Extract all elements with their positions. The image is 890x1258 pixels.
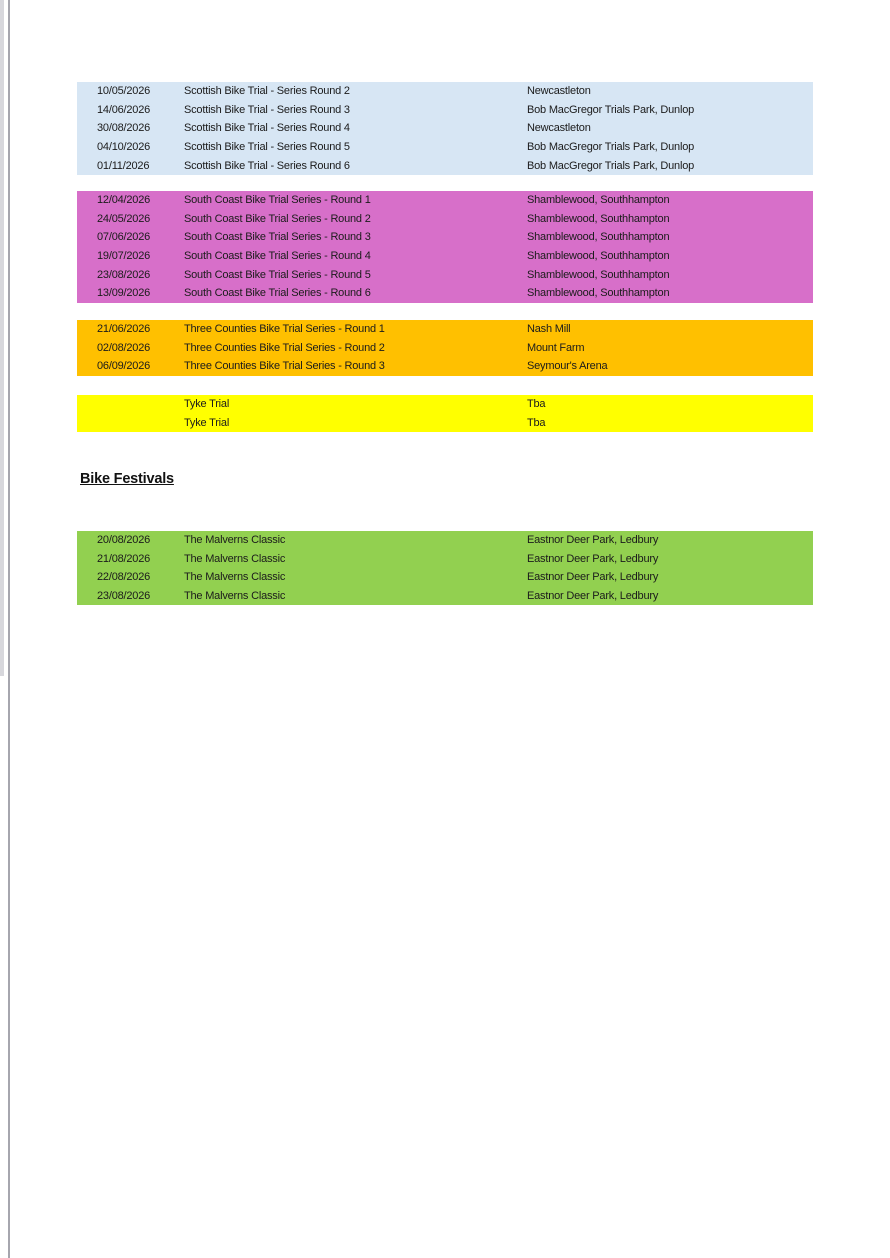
event-cell: Tyke Trial bbox=[184, 398, 230, 411]
table-three-counties-bike-trial-series bbox=[77, 320, 813, 376]
table-row bbox=[77, 138, 813, 157]
date-cell: 07/06/2026 bbox=[97, 231, 151, 244]
table-row bbox=[77, 82, 813, 101]
location-cell: Eastnor Deer Park, Ledbury bbox=[527, 590, 659, 603]
table-row bbox=[77, 414, 813, 433]
date-cell: 22/08/2026 bbox=[97, 571, 151, 584]
location-cell: Bob MacGregor Trials Park, Dunlop bbox=[527, 103, 695, 116]
event-cell: South Coast Bike Trial Series - Round 4 bbox=[184, 250, 371, 263]
location-cell: Eastnor Deer Park, Ledbury bbox=[527, 571, 659, 584]
location-cell: Shamblewood, Southhampton bbox=[527, 268, 670, 281]
table-row bbox=[77, 284, 813, 303]
date-cell: 13/09/2026 bbox=[97, 287, 151, 300]
location-cell: Nash Mill bbox=[527, 323, 571, 336]
event-cell: Scottish Bike Trial - Series Round 6 bbox=[184, 159, 350, 172]
scrollbar-thumb[interactable] bbox=[0, 0, 4, 676]
event-cell: Tyke Trial bbox=[184, 416, 230, 429]
date-cell: 10/05/2026 bbox=[97, 85, 151, 98]
event-cell: The Malverns Classic bbox=[184, 571, 286, 584]
table-row bbox=[77, 210, 813, 229]
location-cell: Bob MacGregor Trials Park, Dunlop bbox=[527, 159, 695, 172]
date-cell: 19/07/2026 bbox=[97, 250, 151, 263]
table-row bbox=[77, 119, 813, 138]
date-cell: 02/08/2026 bbox=[97, 341, 151, 354]
page-edge-line bbox=[8, 0, 10, 1258]
location-cell: Shamblewood, Southhampton bbox=[527, 250, 670, 263]
bike-festivals-heading: Bike Festivals bbox=[80, 471, 174, 487]
table-row bbox=[77, 156, 813, 175]
table-tyke-trial bbox=[77, 395, 813, 432]
date-cell: 23/08/2026 bbox=[97, 590, 151, 603]
date-cell: 23/08/2026 bbox=[97, 268, 151, 281]
event-cell: South Coast Bike Trial Series - Round 3 bbox=[184, 231, 371, 244]
table-row bbox=[77, 357, 813, 376]
table-row bbox=[77, 320, 813, 339]
location-cell: Eastnor Deer Park, Ledbury bbox=[527, 534, 659, 547]
table-row bbox=[77, 568, 813, 587]
location-cell: Shamblewood, Southhampton bbox=[527, 231, 670, 244]
table-scottish-bike-trial-series bbox=[77, 82, 813, 175]
date-cell: 04/10/2026 bbox=[97, 141, 151, 154]
table-row bbox=[77, 550, 813, 569]
event-cell: South Coast Bike Trial Series - Round 6 bbox=[184, 287, 371, 300]
location-cell: Shamblewood, Southhampton bbox=[527, 194, 670, 207]
location-cell: Mount Farm bbox=[527, 341, 585, 354]
event-cell: Three Counties Bike Trial Series - Round 3 bbox=[184, 360, 385, 373]
table-bike-festivals bbox=[77, 531, 813, 605]
table-row bbox=[77, 101, 813, 120]
table-row bbox=[77, 191, 813, 210]
location-cell: Newcastleton bbox=[527, 85, 591, 98]
location-cell: Shamblewood, Southhampton bbox=[527, 287, 670, 300]
event-cell: Scottish Bike Trial - Series Round 2 bbox=[184, 85, 350, 98]
date-cell: 01/11/2026 bbox=[97, 159, 150, 172]
table-row bbox=[77, 587, 813, 606]
location-cell: Tba bbox=[527, 398, 546, 411]
event-cell: The Malverns Classic bbox=[184, 590, 286, 603]
table-row bbox=[77, 395, 813, 414]
event-cell: Three Counties Bike Trial Series - Round 1 bbox=[184, 323, 385, 336]
date-cell: 12/04/2026 bbox=[97, 194, 151, 207]
date-cell: 21/06/2026 bbox=[97, 323, 151, 336]
location-cell: Tba bbox=[527, 416, 546, 429]
event-cell: South Coast Bike Trial Series - Round 2 bbox=[184, 212, 371, 225]
location-cell: Bob MacGregor Trials Park, Dunlop bbox=[527, 141, 695, 154]
date-cell: 21/08/2026 bbox=[97, 552, 151, 565]
event-cell: Three Counties Bike Trial Series - Round 2 bbox=[184, 341, 385, 354]
table-south-coast-bike-trial-series bbox=[77, 191, 813, 303]
date-cell: 14/06/2026 bbox=[97, 103, 151, 116]
table-row bbox=[77, 265, 813, 284]
event-cell: South Coast Bike Trial Series - Round 1 bbox=[184, 194, 371, 207]
table-row bbox=[77, 339, 813, 358]
event-cell: Scottish Bike Trial - Series Round 3 bbox=[184, 103, 350, 116]
date-cell: 06/09/2026 bbox=[97, 360, 151, 373]
event-cell: The Malverns Classic bbox=[184, 552, 286, 565]
event-cell: The Malverns Classic bbox=[184, 534, 286, 547]
event-cell: Scottish Bike Trial - Series Round 4 bbox=[184, 122, 350, 135]
table-row bbox=[77, 531, 813, 550]
location-cell: Shamblewood, Southhampton bbox=[527, 212, 670, 225]
location-cell: Seymour's Arena bbox=[527, 360, 608, 373]
date-cell: 24/05/2026 bbox=[97, 212, 151, 225]
location-cell: Newcastleton bbox=[527, 122, 591, 135]
date-cell: 20/08/2026 bbox=[97, 534, 151, 547]
table-row bbox=[77, 228, 813, 247]
location-cell: Eastnor Deer Park, Ledbury bbox=[527, 552, 659, 565]
table-row bbox=[77, 247, 813, 266]
event-cell: Scottish Bike Trial - Series Round 5 bbox=[184, 141, 350, 154]
event-cell: South Coast Bike Trial Series - Round 5 bbox=[184, 268, 371, 281]
date-cell: 30/08/2026 bbox=[97, 122, 151, 135]
